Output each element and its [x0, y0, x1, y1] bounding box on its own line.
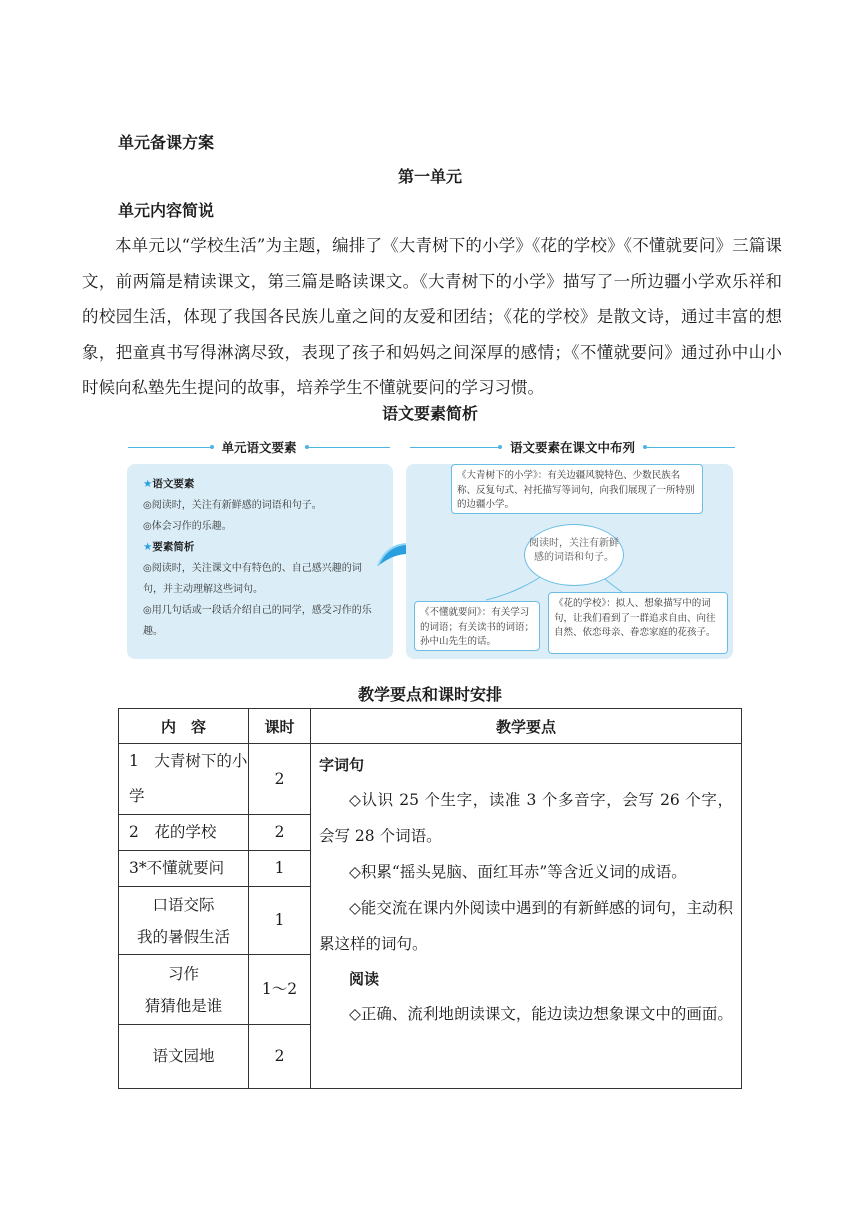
table-title: 教学要点和课时安排: [357, 685, 502, 704]
lesson-content: 2 花的学校: [119, 815, 249, 851]
plan-title: 单元备课方案: [118, 133, 215, 152]
lesson-hours: 2: [249, 744, 311, 815]
point-item: ◇积累“摇头晃脑、面红耳赤”等含近义词的成语。: [349, 863, 687, 881]
lesson-hours: 2: [249, 1025, 311, 1089]
lesson-content: 3*不懂就要问: [119, 851, 249, 887]
lesson-hours: 2: [249, 815, 311, 851]
box-right: 《花的学校》：拟人、想象描写中的词句，让我们看到了一群追求自由、向往自然、依恋母亲、眷恋家庭的花孩子。: [548, 592, 728, 654]
lesson-content: 口语交际 我的暑假生活: [119, 887, 249, 955]
diagram-title: 语文要素简析: [381, 404, 478, 423]
left-section2-item: ◎阅读时，关注课文中有特色的、自己感兴趣的词句，并主动理解这些词句。: [143, 563, 362, 595]
intro-paragraph: 本单元以“学校生活”为主题，编排了《大青树下的小学》《花的学校》《不懂就要问》三篇课文，前两篇是精读课文，第三篇是略读课文。《大青树下的小学》描写了一所边疆小学欢乐祥和的校园生活，体现了我国各民族儿童之间的友爱和团结；《花的学校》是散文诗，通过丰富的想象，把童真书写得淋漓尽致，表现了孩子和妈妈之间深厚的感情；《不懂就要问》通过孙中山小时候向私塾先生提问的故事，培养学生不懂就要问的学习习惯。: [82, 236, 782, 397]
lesson-content: 习作 猜猜他是谁: [119, 955, 249, 1025]
box-top: 《大青树下的小学》：有关边疆风貌特色、少数民族名称、反复句式、衬托描写等词句，向我们展现了一所特别的边疆小学。: [451, 464, 703, 514]
right-panel-header: [410, 439, 735, 455]
left-section1-item: ◎阅读时，关注有新鲜感的词语和句子。: [143, 500, 322, 511]
star-icon: ★: [143, 541, 153, 553]
header-points: 教学要点: [311, 709, 742, 744]
point-item: ◇能交流在课内外阅读中遇到的有新鲜感的词句，主动积累这样的词句。: [319, 899, 733, 953]
header-content: 内 容: [119, 709, 249, 744]
points-heading-2: 阅读: [349, 970, 380, 988]
left-section1-title: ★语文要素: [143, 478, 195, 490]
points-heading-1: 字词句: [319, 756, 365, 774]
lesson-table: [118, 708, 742, 1089]
lesson-hours: 1: [249, 887, 311, 955]
lesson-hours: 1: [249, 851, 311, 887]
unit-title: 第一单元: [397, 167, 462, 186]
bubble-text: 阅读时，关注有新鲜感的词语和句子。: [524, 524, 624, 586]
left-section2-item: ◎用几句话或一段话介绍自己的同学，感受习作的乐趣。: [143, 605, 372, 637]
star-icon: ★: [143, 478, 153, 490]
left-section1-item: ◎体会习作的乐趣。: [143, 521, 232, 532]
intro-heading: 单元内容简说: [118, 201, 215, 220]
lesson-content: 1 大青树下的小学: [119, 744, 249, 815]
header-hours: 课时: [249, 709, 311, 744]
point-item: ◇正确、流利地朗读课文，能边读边想象课文中的画面。: [349, 1005, 733, 1023]
left-panel-header: [128, 439, 390, 455]
left-panel-header-label: 单元语文要素: [221, 440, 297, 455]
left-section2-title: ★要素简析: [143, 541, 195, 553]
lesson-content: 语文园地: [119, 1025, 249, 1089]
lesson-hours: 1～2: [249, 955, 311, 1025]
point-item: ◇认识 25 个生字，读准 3 个多音字，会写 26 个字，会写 28 个词语。: [319, 791, 733, 845]
right-panel-header-label: 语文要素在课文中布列: [510, 440, 636, 455]
right-panel: [406, 464, 733, 659]
left-panel: [127, 464, 393, 659]
teaching-points: [311, 744, 742, 1089]
box-left: 《不懂就要问》：有关学习的词语；有关读书的词语；孙中山先生的话。: [414, 601, 540, 651]
